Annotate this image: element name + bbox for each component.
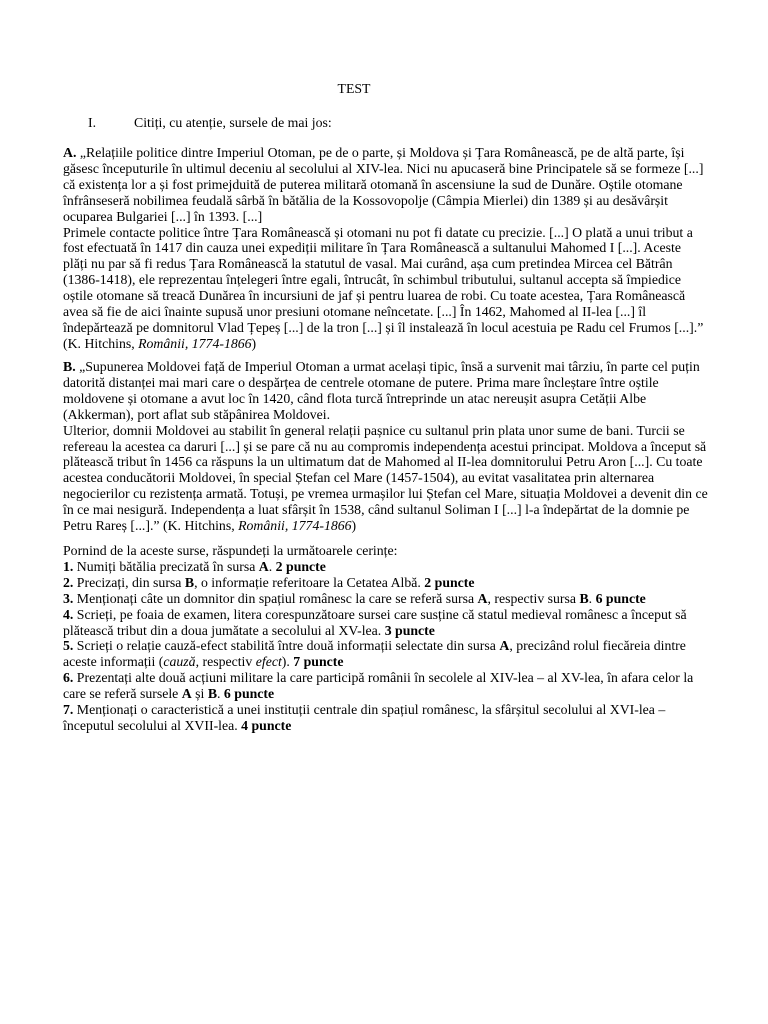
section-instruction: Citiți, cu atenție, sursele de mai jos: [134, 115, 332, 130]
source-ref: A [258, 558, 269, 574]
question-7 [63, 702, 708, 734]
question-number: 6. [63, 670, 74, 686]
question-5 [63, 638, 708, 670]
question-text: ). [281, 654, 294, 670]
question-points: 2 puncte [275, 558, 326, 574]
source-b-citation-end: ) [351, 518, 357, 534]
source-ref: B [579, 590, 589, 606]
question-text: Prezentați alte două acțiuni militare la care participă românii în secolele al XIV-lea – al XV-lea, în afara celor la care se referă sursele [63, 670, 694, 702]
question-text: , o informație referitoare la Cetatea Albă. [194, 574, 425, 590]
question-text: Menționați o caracteristică a unei instituții centrale din spațiul românesc, la sfârșitul secolului al XVI-lea – începutul secolului al XVII-lea. [63, 702, 666, 733]
question-points: 2 puncte [424, 574, 475, 590]
question-text: Numiți bătălia precizată în sursa [73, 558, 259, 574]
question-points: 6 puncte [595, 590, 646, 606]
question-text: , precizând rolul fiecăreia dintre aceste informații ( [63, 638, 686, 670]
source-ref: A [181, 686, 192, 702]
question-points: 4 puncte [241, 717, 292, 733]
source-a-citation-end: ) [251, 335, 257, 351]
source-a-paragraph-1 [63, 145, 708, 225]
question-points: 6 puncte [223, 686, 275, 702]
source-b-paragraph-2 [63, 423, 708, 534]
source-ref: B [207, 686, 218, 702]
source-a-label: A. [63, 145, 77, 160]
question-1 [63, 559, 708, 575]
question-text: Menționați câte un domnitor din spațiul românesc la care se referă sursa [73, 590, 478, 606]
source-b-paragraph-1 [63, 359, 708, 423]
section-heading [88, 115, 332, 131]
question-number: 3. [63, 590, 74, 606]
question-text: . [268, 558, 276, 574]
source-ref: A [499, 638, 510, 654]
source-a-paragraph-2 [63, 225, 708, 352]
source-b-text-1: „Supunerea Moldovei față de Imperiul Otoman a urmat același tipic, însă a survenit mai târziu, în parte cel puțin datorită distanței mai mari care o despărțea de centrele otomane de putere. Prima mare încleștare între oștile moldovene și otomane a avut loc în 1420, când flota turcă întreprinde un atac nereușit asupra Cetății Albe (Akkerman), port aflat sub stăpânirea Moldovei. [63, 359, 700, 422]
question-number: 2. [63, 574, 74, 590]
question-emphasis: efect [255, 654, 282, 670]
question-text: . [217, 686, 224, 702]
source-a-citation-title: Românii, 1774-1866 [138, 335, 252, 351]
page-title: TEST [337, 81, 371, 96]
question-text: Scrieți o relație cauză-efect stabilită între două informații selectate din sursa [73, 638, 500, 654]
source-ref: A [477, 590, 488, 606]
question-text: Precizați, din sursa [73, 574, 185, 590]
question-text: Scrieți, pe foaia de examen, litera corespunzătoare sursei care susține că statul medieval românesc a început să plătească tribut din a doua jumătate a secolului al XV-lea. [63, 606, 687, 638]
section-number: I. [88, 115, 97, 130]
source-ref: B [184, 574, 195, 590]
question-text: și [191, 686, 208, 702]
question-text: , respectiv sursa [487, 590, 580, 606]
source-b-label: B. [63, 359, 76, 374]
question-number: 1. [63, 558, 74, 574]
question-3 [63, 591, 708, 607]
question-6 [63, 670, 708, 702]
source-b [63, 359, 708, 534]
source-a [63, 145, 708, 352]
question-points: 3 puncte [384, 622, 435, 638]
question-emphasis: cauză [163, 654, 196, 670]
source-b-citation-title: Românii, 1774-1866 [238, 518, 352, 534]
questions-intro: Pornind de la aceste surse, răspundeți la următoarele cerințe: [63, 543, 398, 558]
question-text: , respectiv [195, 654, 256, 670]
question-2 [63, 575, 708, 591]
question-number: 5. [63, 638, 74, 654]
question-number: 7. [63, 702, 74, 718]
question-4 [63, 607, 708, 639]
question-number: 4. [63, 606, 74, 622]
questions [63, 543, 708, 734]
source-a-text-2: Primele contacte politice între Țara Românească și otomani nu pot fi datate cu precizie. [...] O plată a unui tribut a fost efectuată în 1417 din cauza unei expediții militare în Țara Românească a sultanului Mahomed I [...]. Aceste plăți nu par să fi redus Țara Românească la statutul de vasal. Mai curând, așa cum pretindea Mircea cel Bătrân (1386-1418), ele reprezentau înțelegeri între egali, întrucât, în schimbul tributului, sultanul accepta să împiedice oștile otomane să treacă Dunărea în incursiuni de jaf și pentru luarea de robi. Cu toate acestea, Țara Românească avea să fie de aici înainte supusă unor presiuni otomane neîncetate. [...] În 1462, Mahomed al II-lea [...] îl îndepărtează pe domnitorul Vlad Țepeș [...] de la tron [...] și îl instalează în locul acestuia pe Radu cel Frumos [...].” (K. Hitchins, [63, 224, 704, 351]
source-b-text-2: Ulterior, domnii Moldovei au stabilit în general relații pașnice cu sultanul prin plata unor sume de bani. Turcii se refereau la acestea ca daruri [...] și se pare că nu au compromis independența acestui principat. Moldova a început să plătească tribut în 1456 ca răspuns la un ultimatum dat de Mahomed al II-lea domnitorului Petru Aron [...]. Cu toate acestea conducătorii Moldovei, în special Ștefan cel Mare (1457-1504), au evitat vasalitatea prin alternarea negocierilor cu rezistența armată. Totuși, pe vremea urmașilor lui Ștefan cel Mare, situația Moldovei a devenit din ce în ce mai nesigură. Independența a luat sfârșit în 1538, când sultanul Soliman I [...] l-a îndepărtat de la domnie pe Petru Rareș [...].” (K. Hitchins, [63, 422, 708, 534]
question-points: 7 puncte [293, 654, 344, 670]
question-text: . [588, 590, 596, 606]
source-a-text-1: „Relațiile politice dintre Imperiul Otoman, pe de o parte, și Moldova și Țara Românească, pe de altă parte, își găsesc începuturile în ultimul deceniu al secolului al XIV-lea. Nici nu apucaseră bine Principatele să se formeze [...] că existența lor a și fost primejduită de puterea militară otomană în ascensiune la sud de Dunăre. Oștile otomane înfrânseseră nobilimea feudală sârbă în bătălia de la Kossovopolje (Câmpia Mierlei) din 1389 și au desăvârșit ocuparea Bulgariei [...] în 1393. [...] [63, 145, 704, 224]
